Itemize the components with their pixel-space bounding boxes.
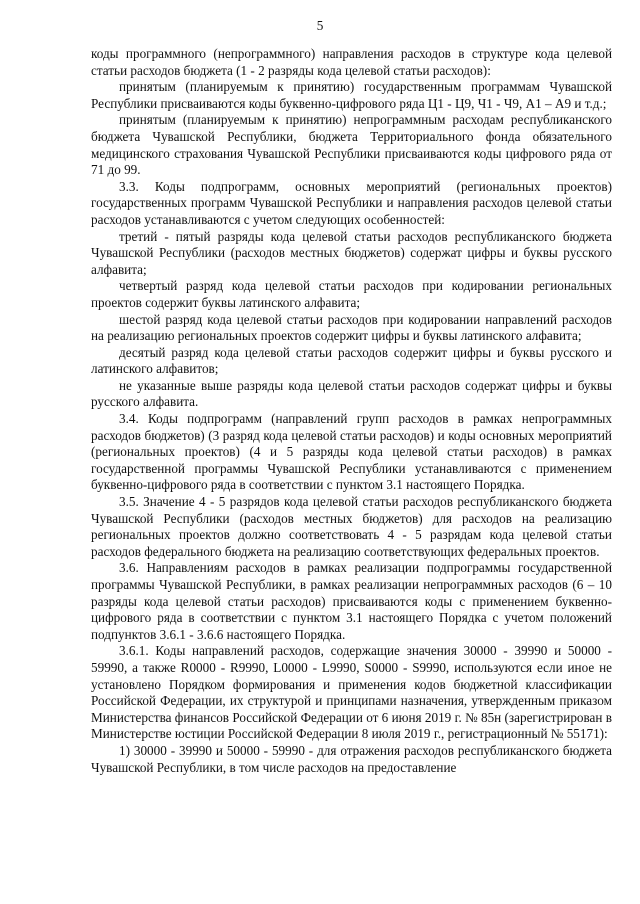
paragraph-digits-3-5: третий - пятый разряды кода целевой статьи расходов республиканского бюджета Чувашской Республики (расходов местных бюджетов) содержат цифры и буквы русского алфавита; xyxy=(91,228,612,277)
paragraph-digit-6: шестой разряд кода целевой статьи расходов при кодировании направлений расходов на реализацию региональных проектов содержит цифры и буквы латинского алфавита; xyxy=(91,311,612,344)
document-body xyxy=(91,46,612,776)
paragraph-item-1: 1) 30000 - 39990 и 50000 - 59990 - для отражения расходов республиканского бюджета Чувашской Республики, в том числе расходов на предоставление xyxy=(91,742,612,775)
paragraph-3-6: 3.6. Направлениям расходов в рамках реализации подпрограммы государственной программы Чувашской Республики, в рамках реализации непрограммных расходов (6 – 10 разряды кода целевой статьи расходов) присваиваются коды с применением буквенно-цифрового ряда в соответствии с пунктом 3.1 настоящего Порядка с учетом положений подпунктов 3.6.1 - 3.6.6 настоящего Порядка. xyxy=(91,560,612,642)
paragraph-intro: коды программного (непрограммного) направления расходов в структуре кода целевой статьи расходов бюджета (1 - 2 разряды кода целевой статьи расходов): xyxy=(91,46,612,78)
paragraph-state-programs: принятым (планируемым к принятию) государственным программам Чувашской Республики присваиваются коды буквенно-цифрового ряда Ц1 - Ц9, Ч1 - Ч9, А1 – А9 и т.д.; xyxy=(91,79,612,111)
paragraph-nonprogram-expenses: принятым (планируемым к принятию) непрограммным расходам республиканского бюджета Чувашской Республики, бюджета Территориального фонда обязательного медицинского страхования Чувашской Республики присваиваются коды цифрового ряда от 71 до 99. xyxy=(91,112,612,178)
paragraph-3-3: 3.3. Коды подпрограмм, основных мероприятий (региональных проектов) государственных программ Чувашской Республики и направления расходов целевой статьи расходов устанавливаются с учетом следующих особенностей: xyxy=(91,178,612,227)
page-number: 5 xyxy=(316,18,324,33)
paragraph-3-4: 3.4. Коды подпрограмм (направлений групп расходов в рамках непрограммных расходов бюджетов) (3 разряд кода целевой статьи расходов) и коды основных мероприятий (региональных проектов) (4 и 5 разряды кода целевой статьи расходов) в рамках государственной программы Чувашской Республики устанавливаются с применением буквенно-цифрового ряда в соответствии с пунктом 3.1 настоящего Порядка. xyxy=(91,411,612,493)
paragraph-digit-4: четвертый разряд кода целевой статьи расходов при кодировании региональных проектов содержит буквы латинского алфавита; xyxy=(91,278,612,310)
paragraph-3-5: 3.5. Значение 4 - 5 разрядов кода целевой статьи расходов республиканского бюджета Чувашской Республики (расходов местных бюджетов) для расходов на реализацию региональных проектов должно соответствовать 4 - 5 разрядам кода целевой статьи расходов федерального бюджета на реализацию соответствующих федеральных проектов. xyxy=(91,494,612,559)
paragraph-other-digits: не указанные выше разряды кода целевой статьи расходов содержат цифры и буквы русского алфавита. xyxy=(91,377,612,410)
paragraph-digit-10: десятый разряд кода целевой статьи расходов содержит цифры и буквы русского и латинского алфавитов; xyxy=(91,344,612,377)
paragraph-3-6-1: 3.6.1. Коды направлений расходов, содержащие значения 30000 - 39990 и 50000 - 59990, а также R0000 - R9990, L0000 - L9990, S0000 - S9990, используются если иное не установлено Порядком формирования и применения кодов бюджетной классификации Российской Федерации, их структурой и принципами назначения, утвержденным приказом Министерства финансов Российской Федерации от 6 июня 2019 г. № 85н (зарегистрирован в Министерстве юстиции Российской Федерации 8 июля 2019 г., регистрационный № 55171): xyxy=(91,643,612,742)
